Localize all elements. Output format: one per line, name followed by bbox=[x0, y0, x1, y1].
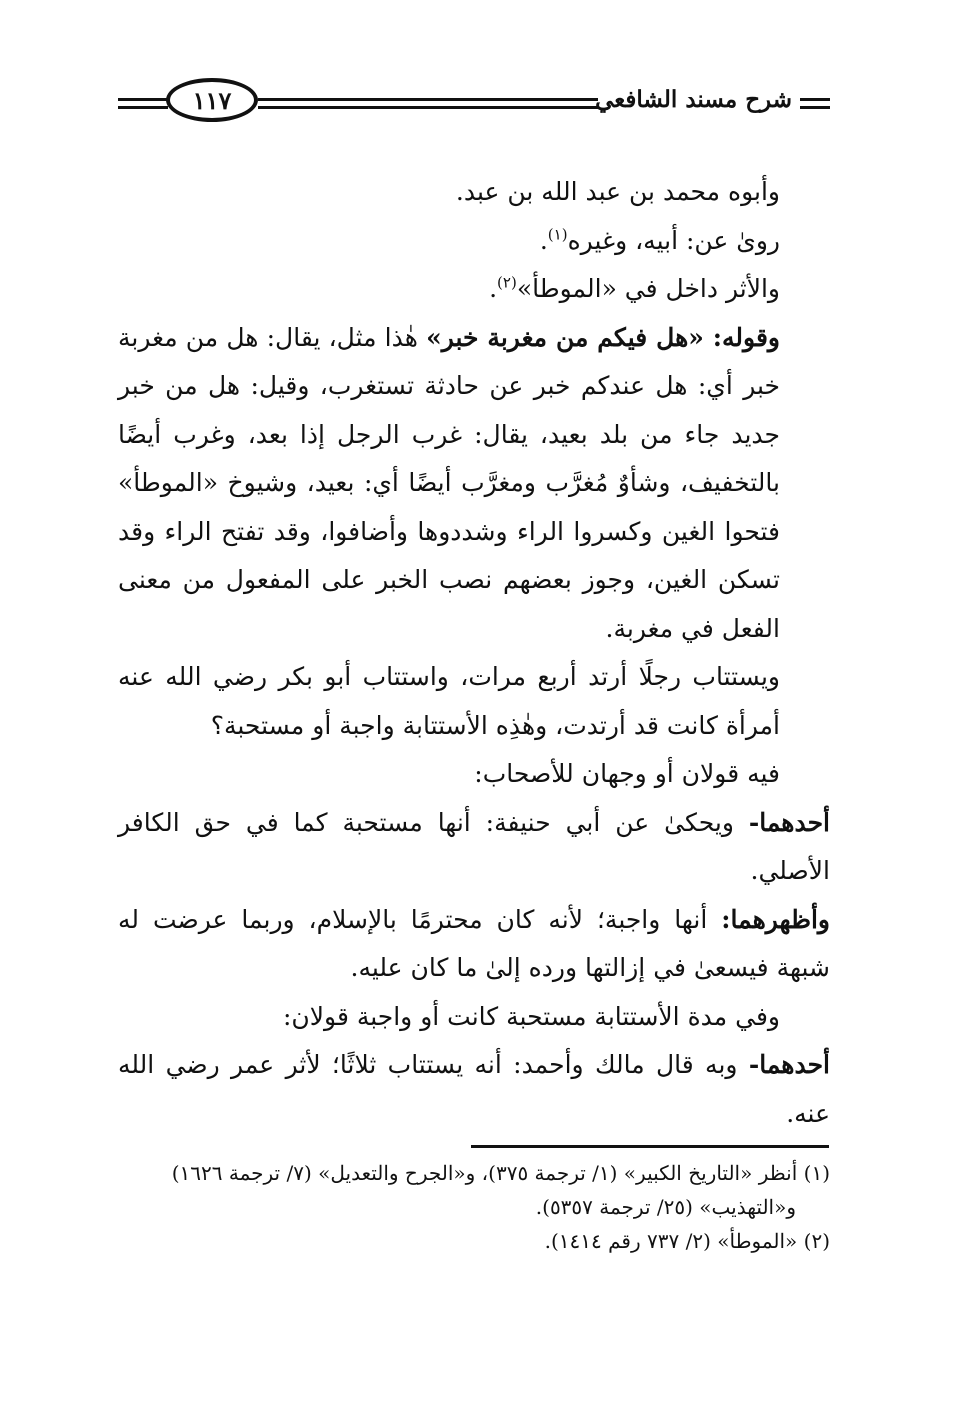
main-text bbox=[118, 168, 830, 1138]
page-number: ١١٧ bbox=[166, 78, 258, 122]
footnote-separator bbox=[471, 1145, 829, 1148]
header-ornament-left bbox=[118, 98, 168, 109]
paragraph-text: والأثر داخل في «الموطأ» bbox=[516, 274, 780, 303]
page-header bbox=[118, 78, 830, 138]
paragraph-text: . bbox=[489, 274, 498, 303]
header-rule bbox=[258, 98, 598, 109]
paragraph bbox=[118, 1041, 830, 1138]
paragraph-text: وبه قال مالك وأحمد: أنه يستتاب ثلاثًا؛ لأثر عمر رضي الله عنه. bbox=[118, 1050, 830, 1128]
paragraph bbox=[118, 896, 830, 993]
footnote bbox=[118, 1224, 830, 1258]
bold-lead: وأظهرهما: bbox=[721, 904, 830, 934]
paragraph-text: ويحكىٰ عن أبي حنيفة: أنها مستحبة كما في حق الكافر الأصلي. bbox=[118, 807, 830, 885]
footnote-ref[interactable]: (٢) bbox=[497, 273, 517, 292]
paragraph-text: هٰذا مثل، يقال: هل من مغربة خبر أي: هل عندكم خبر عن حادثة تستغرب، وقيل: هل من خبر جديد جاء من بلد بعيد، يقال: غرب الرجل إذا بعد، وغرب أيضًا بالتخفيف، وشأوٌ مُغرَّب ومغرَّب أيضًا أي: بعيد، وشيوخ «الموطأ» فتحوا الغين وكسروا الراء وشددوها وأضافوا، وقد تفتح الراء وقد تسكن الغين، وجوز بعضهم نصب الخبر على المفعول من معنى الفعل في مغربة. bbox=[118, 322, 780, 643]
paragraph bbox=[118, 217, 830, 266]
footnote-text: (١) أنظر «التاريخ الكبير» (١/ ترجمة ٣٧٥)، و«الجرح والتعديل» (٧/ ترجمة ١٦٢٦) bbox=[171, 1161, 830, 1185]
header-ornament-right bbox=[800, 98, 830, 109]
footnote bbox=[118, 1156, 830, 1190]
paragraph bbox=[118, 750, 830, 799]
bold-lead: أحدهما- bbox=[748, 1050, 830, 1079]
paragraph-text: وأبوه محمد بن عبد الله بن عبد. bbox=[455, 177, 780, 206]
footnotes bbox=[118, 1156, 830, 1258]
paragraph-text: أنها واجبة؛ لأنه كان محترمًا بالإسلام، وربما عرضت له شبهة فيسعىٰ في إزالتها ورده إلىٰ ما كان عليه. bbox=[118, 904, 830, 982]
paragraph-text: روىٰ عن: أبيه، وغيره bbox=[567, 225, 780, 255]
footnote-text: و«التهذيب» (٢٥/ ترجمة ٥٣٥٧). bbox=[535, 1195, 796, 1219]
paragraph bbox=[118, 653, 830, 750]
paragraph-text: . bbox=[539, 225, 548, 255]
paragraph-text: ويستتاب رجلًا أرتد أربع مرات، واستتاب أبو بكر رضي الله عنه أمرأة كانت قد أرتدت، وهٰذِه الأستتابة واجبة أو مستحبة؟ bbox=[118, 662, 780, 740]
paragraph bbox=[118, 993, 830, 1042]
paragraph-text: فيه قولان أو وجهان للأصحاب: bbox=[474, 759, 780, 788]
footnote-text: (٢) «الموطأ» (٢/ ٧٣٧ رقم ١٤١٤). bbox=[544, 1229, 830, 1253]
footnote bbox=[118, 1190, 830, 1224]
paragraph bbox=[118, 314, 830, 654]
paragraph bbox=[118, 168, 830, 217]
paragraph bbox=[118, 265, 830, 314]
footnote-ref[interactable]: (١) bbox=[547, 225, 568, 244]
paragraph-text: وفي مدة الأستتابة مستحبة كانت أو واجبة قولان: bbox=[282, 1001, 780, 1031]
bold-lead: أحدهما- bbox=[748, 807, 830, 837]
quoted-phrase: وقوله: «هل فيكم من مغربة خبر» bbox=[426, 322, 780, 352]
paragraph bbox=[118, 799, 830, 896]
running-title: شرح مسند الشافعي bbox=[595, 86, 792, 113]
